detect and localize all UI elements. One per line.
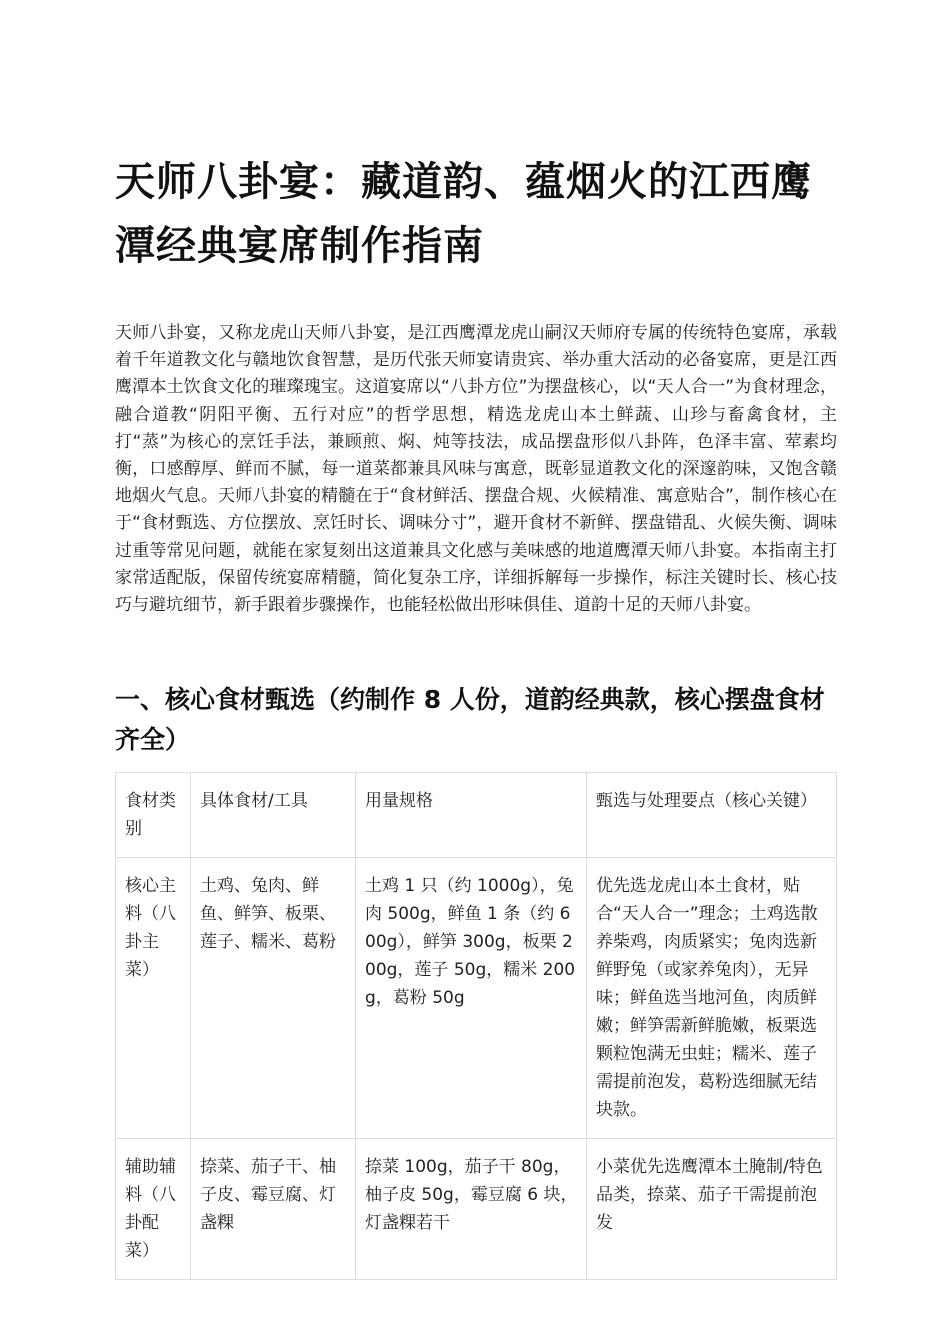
table-cell-amount: 捺菜 100g，茄子干 80g，柚子皮 50g，霉豆腐 6 块，灯盏粿若干 <box>356 1139 587 1280</box>
table-cell-amount: 土鸡 1 只（约 1000g），兔肉 500g，鲜鱼 1 条（约 600g），鲜笋 300g，板栗 200g，莲子 50g，糯米 200g，葛粉 50g <box>356 858 587 1139</box>
table-header-row <box>116 773 837 858</box>
table-header-cell: 具体食材/工具 <box>191 773 356 858</box>
table-row <box>116 858 837 1139</box>
table-row <box>116 1139 837 1280</box>
table-cell-notes: 小菜优先选鹰潭本土腌制/特色品类，捺菜、茄子干需提前泡发 <box>587 1139 837 1280</box>
section-heading-ingredients: 一、核心食材甄选（约制作 8 人份，道韵经典款，核心摆盘食材齐全） <box>115 685 825 754</box>
table-header-cell: 用量规格 <box>356 773 587 858</box>
intro-paragraph: 天师八卦宴，又称龙虎山天师八卦宴，是江西鹰潭龙虎山嗣汉天师府专属的传统特色宴席，承载着千年道教文化与赣地饮食智慧，是历代张天师宴请贵宾、举办重大活动的必备宴席，更是江西鹰潭本土饮食文化的璀璨瑰宝。这道宴席以“八卦方位”为摆盘核心，以“天人合一”为食材理念，融合道教“阴阳平衡、五行对应”的哲学思想，精选龙虎山本土鲜蔬、山珍与畜禽食材，主打“蒸”为核心的烹饪手法，兼顾煎、焖、炖等技法，成品摆盘形似八卦阵，色泽丰富、荤素均衡，口感醇厚、鲜而不腻，每一道菜都兼具风味与寓意，既彰显道教文化的深邃韵味，又饱含赣地烟火气息。天师八卦宴的精髓在于“食材鲜活、摆盘合规、火候精准、寓意贴合”，制作核心在于“食材甄选、方位摆放、烹饪时长、调味分寸”，避开食材不新鲜、摆盘错乱、火候失衡、调味过重等常见问题，就能在家复刻出这道兼具文化感与美味感的地道鹰潭天师八卦宴。本指南主打家常适配版，保留传统宴席精髓，简化复杂工序，详细拆解每一步操作，标注关键时长、核心技巧与避坑细节，新手跟着步骤操作，也能轻松做出形味俱佳、道韵十足的天师八卦宴。 <box>115 323 837 616</box>
document-title: 天师八卦宴：藏道韵、蕴烟火的江西鹰潭经典宴席制作指南 <box>115 159 812 269</box>
ingredients-table <box>115 772 837 1280</box>
table-cell-category: 辅助辅料（八卦配菜） <box>116 1139 191 1280</box>
table-cell-notes: 优先选龙虎山本土食材，贴合“天人合一”理念；土鸡选散养柴鸡，肉质紧实；兔肉选新鲜野兔（或家养兔肉），无异味；鲜鱼选当地河鱼，肉质鲜嫩；鲜笋需新鲜脆嫩，板栗选颗粒饱满无虫蛀；糯米、莲子需提前泡发，葛粉选细腻无结块款。 <box>587 858 837 1139</box>
table-cell-category: 核心主料（八卦主菜） <box>116 858 191 1139</box>
table-cell-items: 土鸡、兔肉、鲜鱼、鲜笋、板栗、莲子、糯米、葛粉 <box>191 858 356 1139</box>
table-cell-items: 捺菜、茄子干、柚子皮、霉豆腐、灯盏粿 <box>191 1139 356 1280</box>
table-header-cell: 甄选与处理要点（核心关键） <box>587 773 837 858</box>
table-header-cell: 食材类别 <box>116 773 191 858</box>
